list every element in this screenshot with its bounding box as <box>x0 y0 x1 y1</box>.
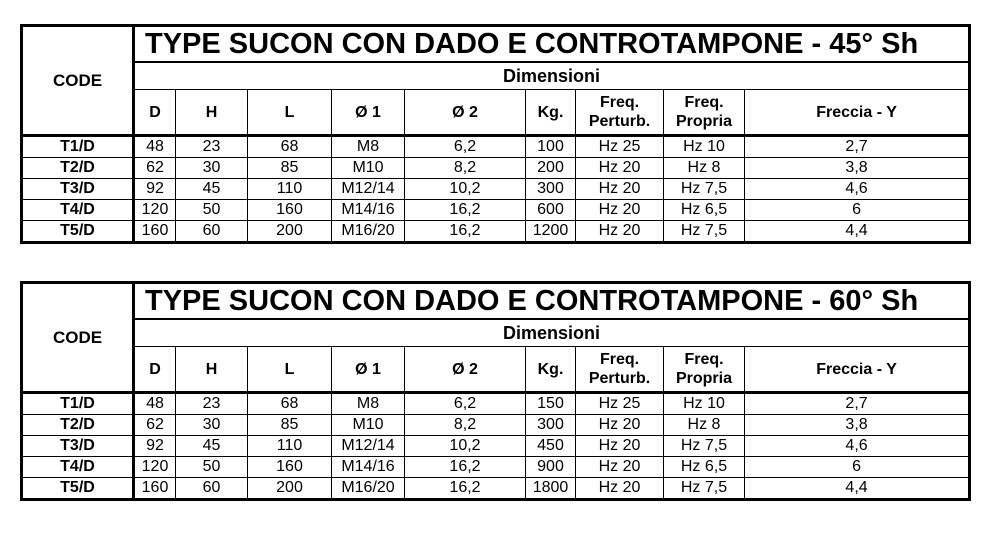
value-cell: 300 <box>526 415 576 436</box>
value-cell: 6,2 <box>405 136 526 158</box>
value-cell: 92 <box>134 436 176 457</box>
code-cell: T5/D <box>22 478 134 500</box>
code-header: CODE <box>22 283 134 393</box>
value-cell: M14/16 <box>332 457 405 478</box>
value-cell: 160 <box>134 221 176 243</box>
value-cell: 85 <box>248 158 332 179</box>
value-cell: 16,2 <box>405 478 526 500</box>
value-cell: 2,7 <box>745 393 970 415</box>
value-cell: 110 <box>248 179 332 200</box>
table-row <box>22 221 970 243</box>
value-cell: 100 <box>526 136 576 158</box>
value-cell: 200 <box>526 158 576 179</box>
table-row <box>22 393 970 415</box>
code-cell: T3/D <box>22 436 134 457</box>
value-cell: 3,8 <box>745 415 970 436</box>
value-cell: M16/20 <box>332 478 405 500</box>
table-row <box>22 478 970 500</box>
value-cell: Hz 10 <box>664 393 745 415</box>
value-cell: Hz 20 <box>576 221 664 243</box>
code-cell: T1/D <box>22 393 134 415</box>
value-cell: Hz 20 <box>576 415 664 436</box>
value-cell: 16,2 <box>405 221 526 243</box>
value-cell: 50 <box>176 200 248 221</box>
code-cell: T2/D <box>22 415 134 436</box>
value-cell: 4,6 <box>745 179 970 200</box>
column-header: Ø 1 <box>332 347 405 393</box>
column-header: Ø 2 <box>405 347 526 393</box>
value-cell: Hz 7,5 <box>664 179 745 200</box>
column-header: Kg. <box>526 347 576 393</box>
code-cell: T4/D <box>22 200 134 221</box>
value-cell: Hz 20 <box>576 436 664 457</box>
value-cell: 120 <box>134 457 176 478</box>
value-cell: 6,2 <box>405 393 526 415</box>
column-header: H <box>176 347 248 393</box>
value-cell: 45 <box>176 436 248 457</box>
value-cell: 4,4 <box>745 478 970 500</box>
table-title-row <box>22 283 970 320</box>
value-cell: 900 <box>526 457 576 478</box>
value-cell: M8 <box>332 393 405 415</box>
column-header: Freq. Perturb. <box>576 347 664 393</box>
table-title: TYPE SUCON CON DADO E CONTROTAMPONE - 45° Sh <box>134 26 970 63</box>
column-header: Ø 1 <box>332 90 405 136</box>
value-cell: 48 <box>134 393 176 415</box>
value-cell: 3,8 <box>745 158 970 179</box>
value-cell: M12/14 <box>332 179 405 200</box>
value-cell: 16,2 <box>405 200 526 221</box>
value-cell: Hz 8 <box>664 415 745 436</box>
value-cell: Hz 7,5 <box>664 221 745 243</box>
column-header: Ø 2 <box>405 90 526 136</box>
column-header: D <box>134 90 176 136</box>
value-cell: 45 <box>176 179 248 200</box>
value-cell: 1200 <box>526 221 576 243</box>
value-cell: 60 <box>176 221 248 243</box>
value-cell: Hz 10 <box>664 136 745 158</box>
value-cell: 8,2 <box>405 158 526 179</box>
dimensions-header: Dimensioni <box>134 62 970 90</box>
table-row <box>22 457 970 478</box>
value-cell: 48 <box>134 136 176 158</box>
value-cell: Hz 7,5 <box>664 436 745 457</box>
value-cell: 4,4 <box>745 221 970 243</box>
value-cell: 10,2 <box>405 436 526 457</box>
column-header-row <box>22 347 970 393</box>
value-cell: M16/20 <box>332 221 405 243</box>
value-cell: 300 <box>526 179 576 200</box>
table-row <box>22 179 970 200</box>
value-cell: 62 <box>134 415 176 436</box>
value-cell: 60 <box>176 478 248 500</box>
value-cell: 150 <box>526 393 576 415</box>
column-header: D <box>134 347 176 393</box>
column-header: L <box>248 347 332 393</box>
value-cell: Hz 20 <box>576 478 664 500</box>
value-cell: M14/16 <box>332 200 405 221</box>
value-cell: 10,2 <box>405 179 526 200</box>
value-cell: Hz 8 <box>664 158 745 179</box>
column-header: Freq. Propria <box>664 90 745 136</box>
value-cell: 16,2 <box>405 457 526 478</box>
value-cell: Hz 25 <box>576 136 664 158</box>
code-cell: T5/D <box>22 221 134 243</box>
value-cell: 92 <box>134 179 176 200</box>
value-cell: Hz 7,5 <box>664 478 745 500</box>
code-cell: T1/D <box>22 136 134 158</box>
value-cell: 30 <box>176 415 248 436</box>
value-cell: 30 <box>176 158 248 179</box>
value-cell: 6 <box>745 457 970 478</box>
value-cell: Hz 20 <box>576 179 664 200</box>
value-cell: M10 <box>332 158 405 179</box>
value-cell: 600 <box>526 200 576 221</box>
value-cell: 160 <box>134 478 176 500</box>
column-header: Freccia - Y <box>745 90 970 136</box>
value-cell: 200 <box>248 478 332 500</box>
table-title: TYPE SUCON CON DADO E CONTROTAMPONE - 60° Sh <box>134 283 970 320</box>
value-cell: Hz 6,5 <box>664 200 745 221</box>
value-cell: 110 <box>248 436 332 457</box>
value-cell: M10 <box>332 415 405 436</box>
value-cell: 68 <box>248 393 332 415</box>
value-cell: 23 <box>176 393 248 415</box>
value-cell: Hz 25 <box>576 393 664 415</box>
column-header: Freccia - Y <box>745 347 970 393</box>
value-cell: 160 <box>248 457 332 478</box>
table-row <box>22 136 970 158</box>
value-cell: 23 <box>176 136 248 158</box>
table-row <box>22 415 970 436</box>
spec-table <box>20 24 971 244</box>
value-cell: 160 <box>248 200 332 221</box>
dimensions-header: Dimensioni <box>134 319 970 347</box>
spec-table <box>20 281 971 501</box>
value-cell: 6 <box>745 200 970 221</box>
dimensions-row <box>22 62 970 90</box>
value-cell: M12/14 <box>332 436 405 457</box>
column-header: H <box>176 90 248 136</box>
value-cell: 200 <box>248 221 332 243</box>
column-header: Freq. Propria <box>664 347 745 393</box>
table-row <box>22 436 970 457</box>
value-cell: 2,7 <box>745 136 970 158</box>
table-row <box>22 200 970 221</box>
column-header: L <box>248 90 332 136</box>
value-cell: M8 <box>332 136 405 158</box>
value-cell: 62 <box>134 158 176 179</box>
column-header: Kg. <box>526 90 576 136</box>
dimensions-row <box>22 319 970 347</box>
code-cell: T4/D <box>22 457 134 478</box>
value-cell: 68 <box>248 136 332 158</box>
table-row <box>22 158 970 179</box>
value-cell: 450 <box>526 436 576 457</box>
column-header: Freq. Perturb. <box>576 90 664 136</box>
value-cell: 120 <box>134 200 176 221</box>
table-title-row <box>22 26 970 63</box>
code-cell: T3/D <box>22 179 134 200</box>
value-cell: 50 <box>176 457 248 478</box>
value-cell: 4,6 <box>745 436 970 457</box>
value-cell: Hz 6,5 <box>664 457 745 478</box>
value-cell: 85 <box>248 415 332 436</box>
value-cell: 1800 <box>526 478 576 500</box>
value-cell: 8,2 <box>405 415 526 436</box>
value-cell: Hz 20 <box>576 457 664 478</box>
value-cell: Hz 20 <box>576 158 664 179</box>
value-cell: Hz 20 <box>576 200 664 221</box>
column-header-row <box>22 90 970 136</box>
code-header: CODE <box>22 26 134 136</box>
code-cell: T2/D <box>22 158 134 179</box>
